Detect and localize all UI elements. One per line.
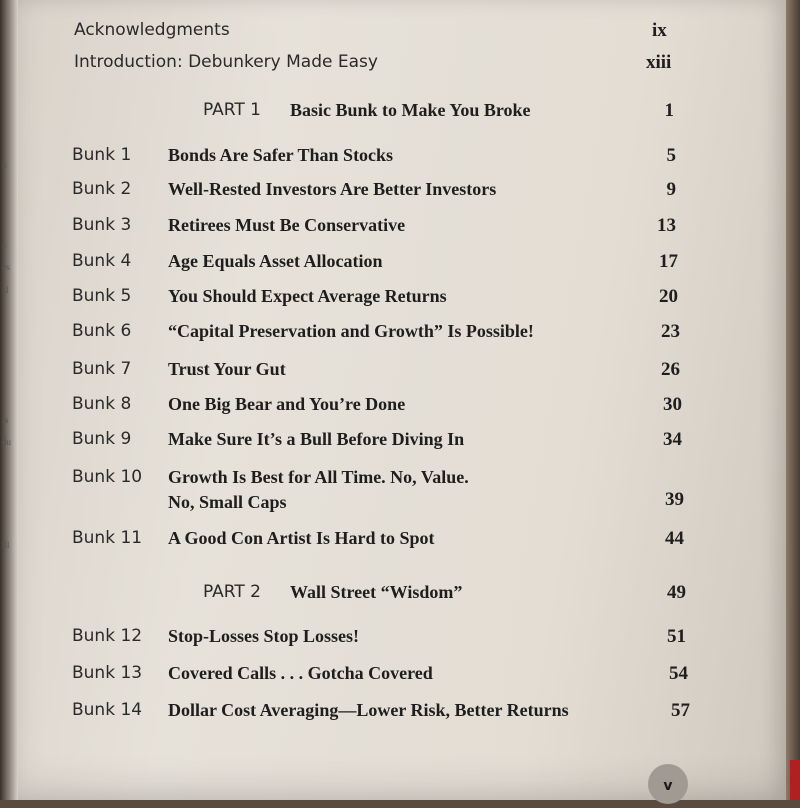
bunk-title: Covered Calls . . . Gotcha Covered xyxy=(168,663,433,683)
entry-title: Acknowledgments xyxy=(74,20,230,40)
facing-page-edge: n a os al rs du ill xyxy=(0,0,18,800)
bunk-number: Bunk 10 xyxy=(72,467,143,487)
bunk-title: Well-Rested Investors Are Better Investors xyxy=(168,179,497,199)
page-folio: v xyxy=(648,764,688,804)
bunk-title: “Capital Preservation and Growth” Is Possible! xyxy=(168,321,534,341)
bunk-title: Age Equals Asset Allocation xyxy=(168,251,383,271)
bunk-title-line2: No, Small Caps xyxy=(168,492,287,512)
entry-page: 26 xyxy=(661,359,680,380)
entry-page: 5 xyxy=(666,145,676,166)
book-edge xyxy=(786,0,800,800)
bunk-number: Bunk 13 xyxy=(72,663,143,683)
bunk-number: Bunk 5 xyxy=(72,286,132,306)
bunk-number: Bunk 12 xyxy=(72,626,143,646)
bunk-number: Bunk 8 xyxy=(72,394,132,414)
entry-page: 17 xyxy=(659,251,678,272)
entry-page: 51 xyxy=(667,626,686,647)
entry-page: 23 xyxy=(661,321,680,342)
bunk-number: Bunk 6 xyxy=(72,321,132,341)
entry-page: 20 xyxy=(659,286,678,307)
entry-page: ix xyxy=(652,20,667,41)
bunk-number: Bunk 11 xyxy=(72,528,143,548)
bunk-number: Bunk 1 xyxy=(72,145,132,165)
entry-page: 9 xyxy=(666,179,676,200)
bunk-title: Stop-Losses Stop Losses! xyxy=(168,626,360,646)
bunk-number: Bunk 2 xyxy=(72,179,132,199)
bunk-title: Retirees Must Be Conservative xyxy=(168,215,406,235)
entry-page: 44 xyxy=(665,528,684,549)
bunk-title: Growth Is Best for All Time. No, Value. xyxy=(168,467,469,487)
part-label: PART 1 xyxy=(203,100,261,120)
ribbon-marker xyxy=(790,760,800,800)
bunk-title: You Should Expect Average Returns xyxy=(168,286,447,306)
part-label: PART 2 xyxy=(203,582,261,602)
entry-page: 34 xyxy=(663,429,682,450)
entry-page: xiii xyxy=(646,52,672,73)
contents-page xyxy=(18,0,788,800)
bunk-title: One Big Bear and You’re Done xyxy=(168,394,406,414)
bunk-number: Bunk 4 xyxy=(72,251,132,271)
part-page: 49 xyxy=(667,582,686,603)
part-page: 1 xyxy=(664,100,674,121)
entry-page: 54 xyxy=(669,663,688,684)
bunk-number: Bunk 14 xyxy=(72,700,143,720)
part-title: Basic Bunk to Make You Broke xyxy=(290,100,531,120)
entry-page: 57 xyxy=(671,700,690,721)
bunk-title: Dollar Cost Averaging—Lower Risk, Better Returns xyxy=(168,700,569,720)
entry-page: 13 xyxy=(657,215,676,236)
bunk-number: Bunk 3 xyxy=(72,215,132,235)
bunk-number: Bunk 9 xyxy=(72,429,132,449)
entry-page: 30 xyxy=(663,394,682,415)
bunk-title: Make Sure It’s a Bull Before Diving In xyxy=(168,429,465,449)
bunk-title: Trust Your Gut xyxy=(168,359,286,379)
bunk-title: Bonds Are Safer Than Stocks xyxy=(168,145,394,165)
entry-title: Introduction: Debunkery Made Easy xyxy=(74,52,378,72)
part-title: Wall Street “Wisdom” xyxy=(290,582,463,602)
bunk-number: Bunk 7 xyxy=(72,359,132,379)
entry-page: 39 xyxy=(665,489,684,510)
bunk-title: A Good Con Artist Is Hard to Spot xyxy=(168,528,435,548)
